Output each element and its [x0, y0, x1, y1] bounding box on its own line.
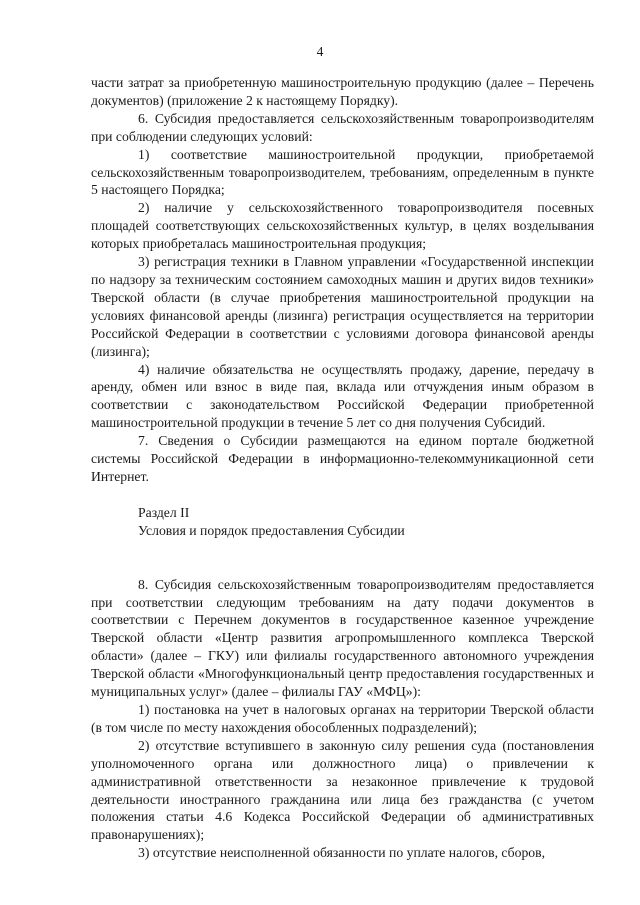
paragraph: 7. Сведения о Субсидии размещаются на едином портале бюджетной системы Российской Федерации в информационно-телекоммуникационной сети Интернет.	[91, 433, 594, 484]
section-number: Раздел II	[138, 504, 190, 520]
paragraph: 2) отсутствие вступившего в законную силу решения суда (постановления уполномоченного органа или должностного лица) о привлечении к административной ответственности за незаконное привлечение к трудовой деятельности иностранного гражданина или лица без гражданства (с учетом положения статьи 4.6 Кодекса Российской Федерации об административных правонарушениях);	[91, 737, 594, 843]
spacer	[91, 540, 594, 576]
paragraph: части затрат за приобретенную машиностроительную продукцию (далее – Перечень документов) (приложение 2 к настоящему Порядку).	[91, 75, 594, 108]
paragraph: 1) постановка на учет в налоговых органах на территории Тверской области (в том числе по месту нахождения обособленных подразделений);	[91, 702, 594, 735]
document-body	[91, 74, 594, 862]
page-number: 4	[316, 44, 324, 59]
paragraph: 6. Субсидия предоставляется сельскохозяйственным товаропроизводителям при соблюдении следующих условий:	[91, 110, 594, 144]
section-title: Условия и порядок предоставления Субсидии	[138, 522, 405, 538]
paragraph: 1) соответствие машиностроительной продукции, приобретаемой сельскохозяйственным товаропроизводителем, требованиям, определенным в пункте 5 настоящего Порядка;	[91, 146, 594, 198]
paragraph: 3) отсутствие неисполненной обязанности по уплате налогов, сборов,	[138, 845, 546, 861]
paragraph: 3) регистрация техники в Главном управлении «Государственной инспекции по надзору за техническим состоянием самоходных машин и других видов техники» Тверской области (в случае приобретения машиностроительной продукции на условиях финансовой аренды (лизинга) регистрация осуществляется на территории Российской Федерации в соответствии с условиями договора финансовой аренды (лизинга);	[91, 254, 594, 359]
spacer	[91, 486, 594, 504]
paragraph: 4) наличие обязательства не осуществлять продажу, дарение, передачу в аренду, обмен или взнос в виде пая, вклада или отчуждения иным образом в соответствии с законодательством Российской Федерации приобретенной машиностроительной продукции в течение 5 лет со дня получения Субсидий.	[91, 361, 594, 431]
paragraph: 2) наличие у сельскохозяйственного товаропроизводителя посевных площадей соответствующих сельскохозяйственных культур, в целях возделывания которых приобреталась машиностроительная продукция;	[91, 200, 594, 252]
paragraph: 8. Субсидия сельскохозяйственным товаропроизводителям предоставляется при соответствии следующим требованиям на дату подачи документов в соответствии с Перечнем документов в государственное казенное учреждение Тверской области «Центр развития агропромышленного комплекса Тверской области» (далее – ГКУ) или филиалы государственного автономного учреждения Тверской области «Многофункциональный центр предоставления государственных и муниципальных услуг» (далее – филиалы ГАУ «МФЦ»):	[91, 576, 594, 700]
